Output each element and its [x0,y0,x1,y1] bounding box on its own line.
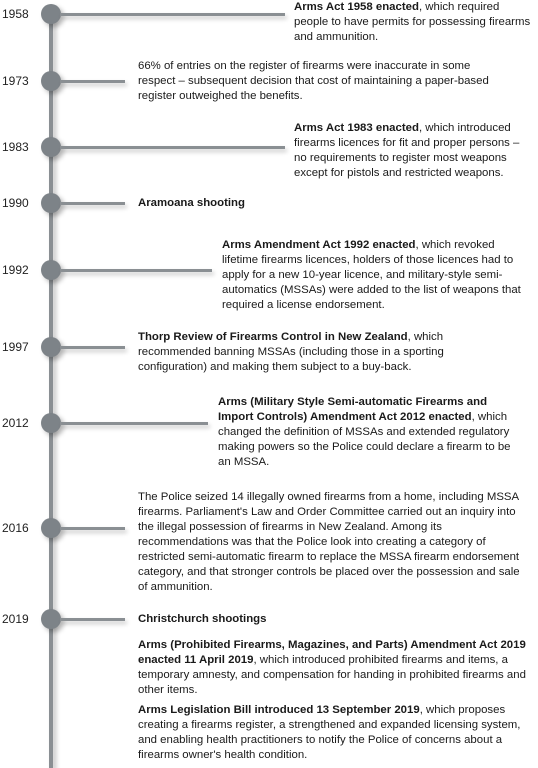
timeline-marker-icon [41,4,61,24]
event-detail: , which introduced prohibited firearms and items, a temporary amnesty, and compensation for handing in prohibited firearms and other items. [138,654,526,696]
connector-line [60,146,285,149]
year-label: 2016 [2,521,29,535]
year-label: 2012 [2,416,29,430]
year-label: 1997 [2,340,29,354]
timeline-marker-icon [41,337,61,357]
connector-line [60,527,125,530]
year-label: 1983 [2,140,29,154]
connector-line [60,269,212,272]
event-title: Arms (Military Style Semi-automatic Firearms and Import Controls) Amendment Act 2012 enacted [218,396,488,423]
event-description [218,395,518,475]
connector-line [60,80,125,83]
event-title: Aramoana shooting [138,197,245,209]
event-description [138,196,498,216]
event-detail: , which proposes creating a firearms register, a strengthened and expanded licensing system, and enabling health practitioners to notify the Police of concerns about a firearms owner's health condition. [138,704,521,761]
event-description [294,121,534,186]
timeline-marker-icon [41,413,61,433]
event-description [138,330,510,380]
event-title: Arms Amendment Act 1992 enacted [222,239,416,251]
event-title: Arms Act 1958 enacted [294,1,419,13]
year-label: 1973 [2,74,29,88]
event-description [138,490,526,600]
event-title: Arms Legislation Bill introduced 13 September 2019 [138,704,420,716]
event-detail: , which recommended banning MSSAs (including those in a sporting configuration) and making them subject to a buy-back. [138,331,444,373]
event-detail: , which required people to have permits for possessing firearms and ammunition. [294,1,531,43]
connector-line [60,346,125,349]
event-detail: , which introduced firearms licences for fit and proper persons – no requirements to register most weapons except for pistols and restricted weapons. [294,122,520,179]
event-detail: , which revoked lifetime firearms licences, holders of those licences had to apply for a new 10-year licence, and military-style semi-automatics (MSSAs) were added to the list of weapons that required a license endorsement. [222,239,521,311]
event-detail: , which changed the definition of MSSAs and extended regulatory making powers so the Police could declare a firearm to be an MSSA. [218,411,511,468]
connector-line [60,13,285,16]
timeline-spine [49,10,53,768]
event-description [138,59,498,109]
timeline-marker-icon [41,137,61,157]
year-label: 1990 [2,196,29,210]
event-detail: The Police seized 14 illegally owned firearms from a home, including MSSA firearms. Parliament's Law and Order Committee carried out an inquiry into the illegal possession of firearms in New Zealand. Among its recommendations was that the Police look into creating a category of restricted semi-automatic firearm to replace the MSSA firearm endorsement category, and that stronger controls be placed over the possession and sale of ammunition. [138,491,520,593]
timeline-marker-icon [41,609,61,629]
connector-line [60,618,125,621]
event-title: Christchurch shootings [138,613,267,625]
year-label: 2019 [2,612,29,626]
event-title: Arms (Prohibited Firearms, Magazines, and Parts) Amendment Act 2019 enacted 11 April 2019 [138,639,526,666]
event-description [138,612,530,768]
timeline-marker-icon [41,260,61,280]
event-description [222,238,528,318]
timeline-marker-icon [41,518,61,538]
event-detail: 66% of entries on the register of firearms were inaccurate in some respect – subsequent decision that cost of maintaining a paper-based register outweighed the benefits. [138,60,489,102]
event-description [294,0,534,50]
timeline-marker-icon [41,193,61,213]
timeline-marker-icon [41,71,61,91]
event-title: Thorp Review of Firearms Control in New Zealand [138,331,408,343]
event-title: Arms Act 1983 enacted [294,122,419,134]
year-label: 1958 [2,7,29,21]
connector-line [60,422,208,425]
year-label: 1992 [2,263,29,277]
connector-line [60,202,125,205]
